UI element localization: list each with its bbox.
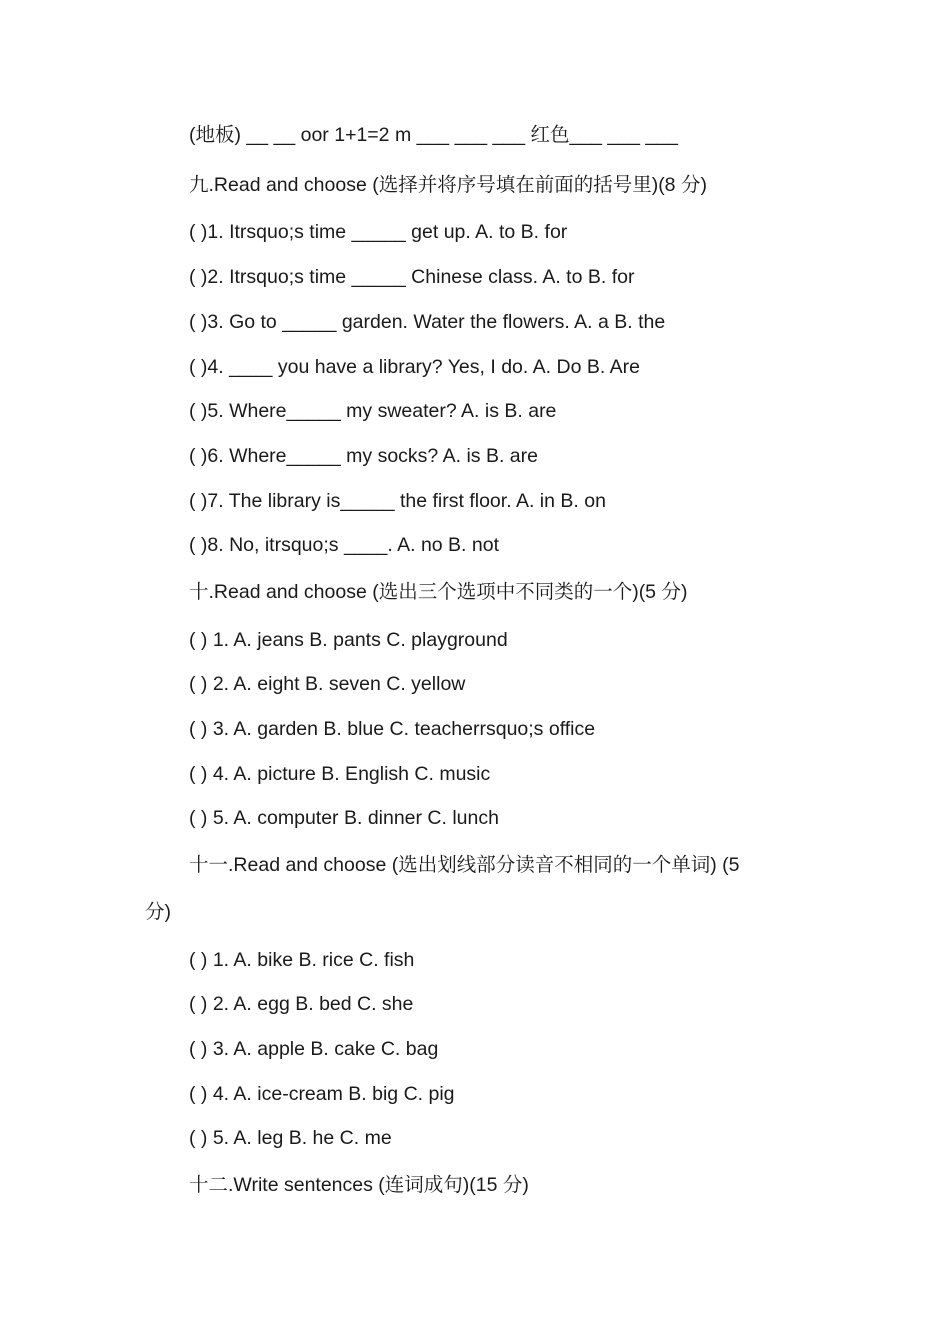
question-11-5: ( ) 5. A. leg B. he C. me <box>189 1127 392 1149</box>
question-11-1: ( ) 1. A. bike B. rice C. fish <box>189 949 415 971</box>
question-10-1: ( ) 1. A. jeans B. pants C. playground <box>189 629 508 651</box>
question-11-2: ( ) 2. A. egg B. bed C. she <box>189 993 414 1015</box>
question-9-3: ( )3. Go to _____ garden. Water the flowers. A. a B. the <box>189 311 666 333</box>
question-10-2: ( ) 2. A. eight B. seven C. yellow <box>189 673 466 695</box>
question-10-4: ( ) 4. A. picture B. English C. music <box>189 763 491 785</box>
question-10-5: ( ) 5. A. computer B. dinner C. lunch <box>189 807 499 829</box>
question-10-3: ( ) 3. A. garden B. blue C. teacherrsquo;s office <box>189 718 596 740</box>
section-11-heading-continued: 分) <box>145 901 171 923</box>
section-11-heading: 十一.Read and choose (选出划线部分读音不相同的一个单词) (5 <box>189 854 740 876</box>
question-9-6: ( )6. Where_____ my socks? A. is B. are <box>189 445 538 467</box>
question-9-5: ( )5. Where_____ my sweater? A. is B. are <box>189 400 557 422</box>
question-9-8: ( )8. No, itrsquo;s ____. A. no B. not <box>189 534 500 556</box>
fill-in-line: (地板) __ __ oor 1+1=2 m ___ ___ ___ 红色___ ___ ___ <box>189 124 678 146</box>
question-9-4: ( )4. ____ you have a library? Yes, I do. A. Do B. Are <box>189 356 640 378</box>
question-11-3: ( ) 3. A. apple B. cake C. bag <box>189 1038 439 1060</box>
section-9-heading: 九.Read and choose (选择并将序号填在前面的括号里)(8 分) <box>189 174 707 196</box>
section-10-heading: 十.Read and choose (选出三个选项中不同类的一个)(5 分) <box>189 581 688 603</box>
question-11-4: ( ) 4. A. ice-cream B. big C. pig <box>189 1083 455 1105</box>
question-9-1: ( )1. Itrsquo;s time _____ get up. A. to B. for <box>189 221 568 243</box>
question-9-7: ( )7. The library is_____ the first floor. A. in B. on <box>189 490 606 512</box>
question-9-2: ( )2. Itrsquo;s time _____ Chinese class. A. to B. for <box>189 266 635 288</box>
section-12-heading: 十二.Write sentences (连词成句)(15 分) <box>189 1174 529 1196</box>
